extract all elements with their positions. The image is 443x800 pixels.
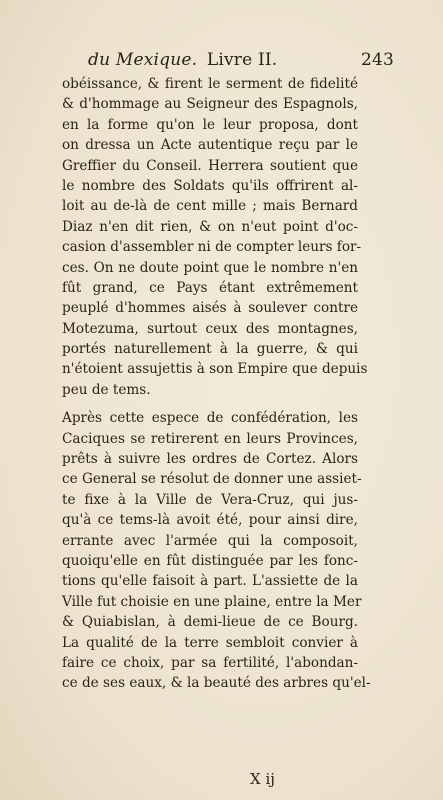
text-line: te fixe à la Ville de Vera-Cruz, qui jus-	[62, 491, 358, 508]
text-line: Caciques se retirerent en leurs Provinces,	[62, 430, 358, 447]
page-number: 243	[360, 50, 394, 70]
header-book: Livre II.	[206, 50, 278, 70]
text-line: peuplé d'hommes aisés à soulever contre	[62, 300, 358, 317]
text-line: fût grand, ce Pays étant extrêmement	[62, 279, 358, 296]
paragraph	[62, 74, 368, 400]
text-line: Diaz n'en dit rien, & on n'eut point d'oc-	[62, 218, 358, 235]
text-line: ces. On ne doute point que le nombre n'en	[62, 259, 358, 276]
text-line: tions qu'elle faisoit à part. L'assiette de la	[62, 573, 358, 590]
text-line: quoiqu'elle en fût distinguée par les fonc-	[62, 552, 358, 569]
text-line: casion d'assembler ni de compter leurs for-	[62, 239, 362, 256]
page-body	[62, 74, 371, 694]
text-line: en la forme qu'on le leur proposa, dont	[62, 116, 358, 133]
text-line: Après cette espece de confédération, les	[62, 410, 358, 427]
text-line: & Quiabislan, à demi-lieue de ce Bourg.	[62, 614, 358, 631]
text-line: portés naturellement à la guerre, & qui	[62, 341, 358, 358]
text-line: qu'à ce tems-là avoit été, pour ainsi dire,	[62, 512, 358, 529]
text-line: obéissance, & firent le serment de fidelité	[62, 76, 358, 92]
text-line: Greffier du Conseil. Herrera soutient que	[62, 157, 358, 174]
text-line: le nombre des Soldats qu'ils offrirent al-	[62, 177, 358, 194]
text-line: Motezuma, surtout ceux des montagnes,	[62, 320, 358, 337]
running-header	[88, 50, 394, 74]
text-line: faire ce choix, par sa fertilité, l'abondan-	[62, 654, 358, 671]
text-line: & d'hommage au Seigneur des Espagnols,	[62, 96, 358, 113]
text-line: Ville fut choisie en une plaine, entre la Mer	[62, 593, 362, 610]
paragraph-gap	[62, 400, 358, 408]
text-line: La qualité de la terre sembloit convier à	[62, 634, 358, 651]
text-line: n'étoient assujettis à son Empire que depuis	[62, 361, 368, 378]
text-line: on dressa un Acte autentique reçu par le	[62, 137, 358, 154]
text-line: loit au de-là de cent mille ; mais Bernard	[62, 198, 358, 215]
text-line: peu de tems.	[62, 381, 151, 398]
text-line: errante avec l'armée qui la composoit,	[62, 532, 358, 549]
text-line: ce de ses eaux, & la beauté des arbres qu'el-	[62, 675, 371, 692]
signature-mark: X ij	[250, 770, 275, 788]
header-title: du Mexique.	[88, 50, 198, 70]
text-line: prêts à suivre les ordres de Cortez. Alors	[62, 451, 358, 468]
text-line: ce General se résolut de donner une assiet-	[62, 471, 362, 488]
paragraph	[62, 408, 371, 693]
